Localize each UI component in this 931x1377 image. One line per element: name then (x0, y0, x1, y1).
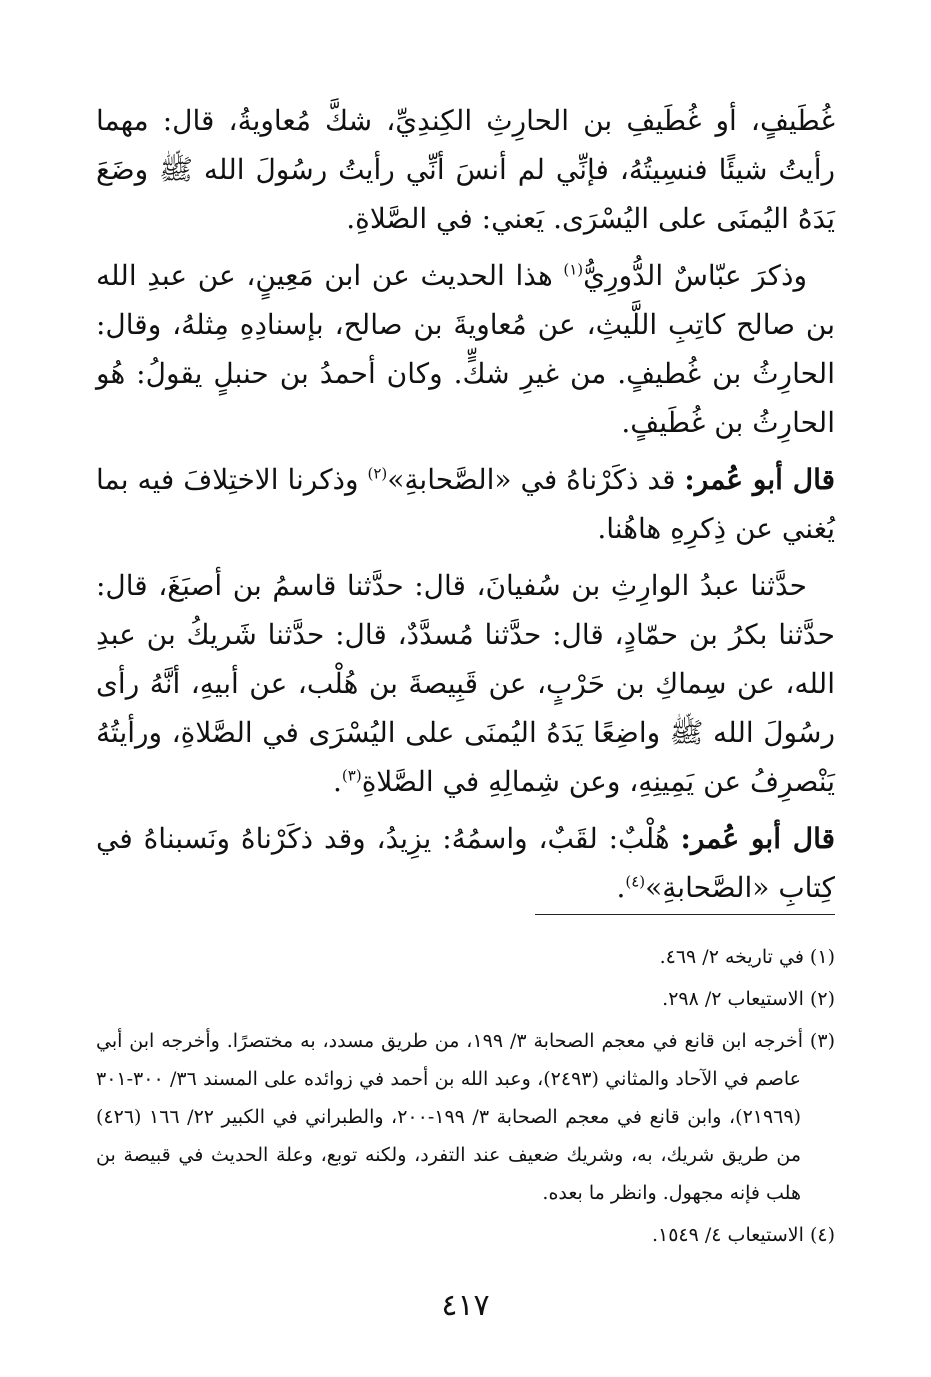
footnote-1: (١) في تاريخه ٢/ ٤٦٩. (659, 946, 835, 968)
paragraph-5-text-start: هُلْبٌ: لقَبٌ، واسمُهُ: يزِيدُ، وقد ذكَرْناهُ ونَسبناهُ في كِتابِ «الصَّحابةِ» (96, 822, 835, 904)
paragraph-3 (96, 455, 835, 553)
footnote-separator (535, 914, 835, 915)
paragraph-1-text: غُطَيفٍ، أو غُطَيفِ بن الحارِثِ الكِندِيِّ، شكَّ مُعاويةُ، قال: مهما رأيتُ شيئًا فنسِيتُهُ، فإنِّي لم أنسَ أنِّي رأيتُ رسُولَ الله ﷺ وضَعَ يَدَهُ اليُمنَى على اليُسْرَى. يَعني: في الصَّلاةِ. (96, 104, 835, 235)
footnote-4: (٤) الاستيعاب ٤/ ١٥٤٩. (651, 1224, 835, 1246)
paragraph-4-text-end: . (333, 765, 342, 798)
paragraph-2 (96, 251, 835, 447)
page-number: ٤١٧ (441, 1288, 490, 1323)
paragraph-2-text-start: وذكرَ عبّاسٌ الدُّورِيُّ (583, 259, 808, 292)
paragraph-3-text-start: قد ذكَرْناهُ في «الصَّحابةِ» (387, 463, 676, 496)
footnote-ref-2[interactable]: (٢) (367, 464, 388, 483)
book-page (96, 96, 835, 1337)
footnote-ref-3[interactable]: (٣) (341, 766, 362, 785)
paragraph-4 (96, 561, 835, 806)
footnote-2: (٢) الاستيعاب ٢/ ٢٩٨. (662, 988, 835, 1010)
footnote-ref-1[interactable]: (١) (563, 260, 584, 279)
paragraph-4-text-start: حدَّثنا عبدُ الوارِثِ بن سُفيانَ، قال: حدَّثنا قاسمُ بن أصبَغَ، قال: حدَّثنا بكرُ بن حمّادٍ، قال: حدَّثنا مُسدَّدٌ، قال: حدَّثنا شَريكُ بن عبدِ الله، عن سِماكِ بن حَرْبٍ، عن قَبِيصةَ بن هُلْب، عن أبيهِ، أنَّهُ رأى رسُولَ الله ﷺ واضِعًا يَدَهُ اليُمنَى على اليُسْرَى في الصَّلاةِ، ورأيتُهُ يَنْصرِفُ عن يَمِينِهِ، وعن شِمالِهِ في الصَّلاةِ (96, 569, 835, 798)
paragraph-1 (96, 96, 835, 243)
paragraph-3-text: وذكرنا الاختِلافَ فيه بما يُغني عن ذِكرِهِ هاهُنا. (96, 463, 835, 545)
footnote-3: (٣) أخرجه ابن قانع في معجم الصحابة ٣/ ١٩٩، من طريق مسدد، به مختصرًا. وأخرجه ابن أبي عاصم في الآحاد والمثاني (٢٤٩٣)، وعبد الله بن أحمد في زوائده على المسند ٣٦/ ٣٠٠-٣٠١ (٢١٩٦٩)، وابن قانع في معجم الصحابة ٣/ ١٩٩-٢٠٠، والطبراني في الكبير ٢٢/ ١٦٦ (٤٢٦) من طريق شريك، به، وشريك ضعيف عند التفرد، ولكنه توبع، وعلة الحديث في قبيصة بن هلب فإنه مجهول. وانظر ما بعده. (96, 1030, 835, 1204)
footnote-ref-4[interactable]: (٤) (625, 872, 646, 891)
paragraph-2-text: هذا الحديث عن ابن مَعِينٍ، عن عبدِ الله بن صالح كاتِبِ اللَّيثِ، عن مُعاويةَ بن صالح، بإسنادِهِ مِثلهُ، وقال: الحارِثُ بن غُطيفٍ. من غيرِ شكٍّ. وكان أحمدُ بن حنبلٍ يقولُ: هُو الحارِثُ بن غُطَيفٍ. (96, 259, 835, 439)
paragraph-5 (96, 814, 835, 912)
footnotes (96, 938, 835, 1258)
paragraph-5-text-end: . (616, 871, 626, 904)
main-text (96, 96, 835, 912)
paragraph-3-lead: قال أبو عُمر: (684, 463, 835, 496)
paragraph-5-lead: قال أبو عُمر: (680, 822, 835, 855)
